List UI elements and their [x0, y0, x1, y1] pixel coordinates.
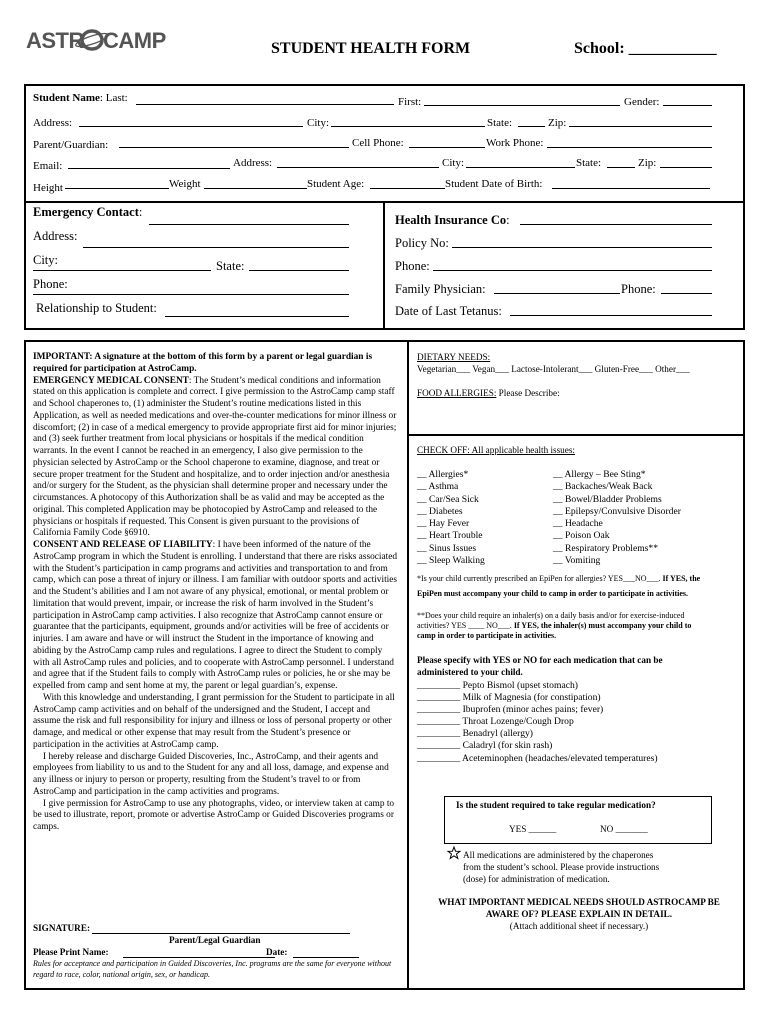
health-item[interactable]: __ Diabetes [417, 505, 463, 517]
health-item[interactable]: __ Allergies* [417, 469, 469, 480]
star-icon [447, 846, 461, 860]
cell-phone-label: Cell Phone: [352, 137, 404, 149]
emergency-title: Emergency Contact: [33, 205, 143, 219]
health-item[interactable]: __ Allergy – Bee Sting* [553, 469, 646, 480]
state2-label: State: [576, 157, 602, 169]
contact-divider [383, 201, 385, 330]
medication-item[interactable]: _________ Pepto Bismol (upset stomach) [417, 680, 578, 691]
medication-item[interactable]: _________ Ibuprofen (minor aches pains; fever) [417, 704, 604, 716]
release-of-liability: CONSENT AND RELEASE OF LIABILITY: I have been informed of the nature of the AstroCamp program in which the Student is enrolling. I understand that there are risks associated with the Student’s participation in camp programs and activities and transportation to and from camp, which can pose a threat of injury or illness. I am familiar with outdoor sports and activities and the Student’s abilities and I am not aware of any physical, emotional, or mental problem or limitation that would prevent, impair, or increase the risk of harm involved in the Student’s participation in AstroCamp camp activities. I also recognize that AstroCamp cannot ensure or guarantee that the participants, equipment, grounds and/or activities will be free of accidents or injuries. I am aware and have or will instruct the Student in the importance of knowing and abiding by the AstroCamp camp rules and regulations. I agree to direct the Student to comply with all AstroCamp rules and policies, and to cooperate with AstroCamp personnel. I understand and agree that if the Student fails to comply with AstroCamp rules or policies, he or she may be expelled from camp and sent home at my, the parent or legal guardian’s, expense. [33, 540, 398, 691]
tetanus-label: Date of Last Tetanus: [395, 304, 502, 318]
height-label: Height [33, 182, 63, 194]
inhaler-question-2[interactable]: activities? YES ____ NO___. If YES, the inhaler(s) must accompany your child to [417, 621, 692, 630]
gender-input[interactable] [663, 105, 712, 106]
relationship-label: Relationship to Student: [36, 301, 157, 315]
health-item[interactable]: __ Sinus Issues [417, 542, 477, 554]
health-item[interactable]: __ Poison Oak [553, 530, 610, 542]
medication-list [417, 680, 658, 765]
svg-text:ASTR: ASTR [26, 28, 84, 53]
address-label: Address: [33, 117, 73, 129]
parent-guardian-label: Parent/Legal Guardian [169, 935, 261, 945]
emergency-address-input[interactable] [83, 247, 349, 248]
tetanus-input[interactable] [510, 315, 712, 316]
chaperone-note: All medications are administered by the chaperones from the student’s school. Please provide instructions (dose) for administration of medication. [463, 850, 660, 884]
physician-phone-input[interactable] [661, 293, 712, 294]
insurance-title: Health Insurance Co: [395, 213, 510, 227]
physician-input[interactable] [494, 293, 620, 294]
parent-input[interactable] [119, 147, 349, 148]
age-input[interactable] [370, 188, 445, 189]
regular-medication-no[interactable]: NO _______ [600, 824, 648, 834]
cell-phone-input[interactable] [409, 147, 485, 148]
medication-item[interactable]: _________ Milk of Magnesia (for constipation) [417, 692, 601, 704]
state-label: State: [487, 117, 513, 129]
physician-phone-label: Phone: [621, 282, 656, 296]
policy-label: Policy No: [395, 236, 449, 250]
health-item[interactable]: __ Backaches/Weak Back [553, 481, 653, 493]
insurance-phone-input[interactable] [433, 270, 712, 271]
lower-divider [407, 340, 409, 990]
health-item[interactable]: __ Bowel/Bladder Problems [553, 493, 662, 505]
state2-input[interactable] [607, 167, 635, 168]
first-name-label: First: [398, 96, 422, 108]
work-phone-label: Work Phone: [486, 137, 544, 149]
city2-input[interactable] [466, 167, 575, 168]
health-list-right [553, 469, 681, 567]
meds-title: Please specify with YES or NO for each medication that can be [417, 655, 663, 665]
city-label: City: [307, 117, 330, 129]
zip-input[interactable] [569, 126, 712, 127]
dietary-title: DIETARY NEEDS: [417, 352, 491, 362]
dietary-options[interactable]: Vegetarian___ Vegan___ Lactose-Intolerant___ Gluten-Free___ Other___ [417, 364, 690, 374]
regular-medication-question: Is the student required to take regular medication? [456, 800, 656, 810]
school-field[interactable]: School: ___________ [574, 40, 717, 57]
health-item[interactable]: __ Epilepsy/Convulsive Disorder [553, 505, 681, 517]
health-item[interactable]: __ Sleep Walking [417, 555, 485, 567]
food-allergies[interactable]: FOOD ALLERGIES: Please Describe: [417, 388, 560, 398]
relationship-input[interactable] [165, 316, 349, 317]
parent-label: Parent/Guardian: [33, 139, 109, 151]
emergency-name-input[interactable] [149, 224, 349, 225]
consent-para-3: I hereby release and discharge Guided Discoveries, Inc., AstroCamp, and their agents and employees from liability to us and to the Student for any and all loss, damage, and expense and any illness or injury to person or property, resulting from the Student’s travel to or from AstroCamp and participation in the camp activities and programs. [33, 751, 389, 797]
email-label: Email: [33, 160, 63, 172]
svg-text:CAMP: CAMP [103, 28, 166, 53]
print-name-label: Please Print Name: [33, 947, 109, 957]
policy-input[interactable] [452, 247, 712, 248]
emergency-medical-consent: EMERGENCY MEDICAL CONSENT: The Student’s medical conditions and information stated on this application is complete and correct. I give permission to the AstroCamp camp staff and School chaperones to, (1) administer the Student’s routine medications listed in this Application, as well as needed medications and over-the-counter medications for minor illness or discomfort; (2) in case of a medical emergency to provide appropriate first aid for minor injuries; and (3) seek further treatment from local physicians or hospitals if the medical condition warrants. In the event I cannot be reached in an emergency, I also give permission to the physician selected by AstroCamp or the School chaperone to examine, diagnose, and treat or secure proper treatment for the Student and hospitalize, and to order injection and/or anesthesia and/or surgery for the Student, as the physician shall determine proper and necessary under the circumstances. A photocopy of this Authorization shall be as valid and may be accepted as the original. This completed Application may be photocopied by AstroCamp and released to the physicians or hospitals if requested. This Consent is given pursuant to the provisions of California Family Code §6910. [33, 375, 397, 539]
signature-label: SIGNATURE: [33, 923, 91, 933]
city-input[interactable] [331, 126, 485, 127]
age-label: Student Age: [307, 178, 365, 190]
rules-note: Rules for acceptance and participation in Guided Discoveries, Inc. programs are the same for everyone without regard to race, color, national origin, sex, or handicap. [33, 959, 392, 979]
regular-medication-yes[interactable]: YES ______ [509, 824, 557, 834]
health-item[interactable]: __ Asthma [417, 481, 459, 493]
emergency-city-label: City: [33, 253, 59, 267]
zip-label: Zip: [548, 117, 567, 129]
health-item[interactable]: __ Vomiting [553, 555, 601, 567]
zip2-label: Zip: [638, 157, 657, 169]
gender-label: Gender: [624, 96, 660, 108]
date-label: Date: [266, 947, 288, 957]
epipen-note: EpiPen must accompany your child to camp in order to participate in activities. [417, 589, 689, 598]
student-name-label: Student Name: Last: [33, 92, 128, 104]
health-item[interactable]: __ Respiratory Problems** [553, 542, 658, 554]
inhaler-question: **Does your child require an inhaler(s) on a daily basis and/or for exercise-induced [417, 611, 685, 620]
emergency-city-input[interactable] [33, 270, 211, 271]
medication-item[interactable]: _________ Aceteminophen (headaches/elevated temperatures) [417, 752, 658, 764]
important-note: IMPORTANT: A signature at the bottom of this form by a parent or legal guardian is required for participation at AstroCamp. [33, 352, 373, 374]
dob-input[interactable] [552, 188, 710, 189]
first-name-input[interactable] [424, 105, 620, 106]
insurance-input[interactable] [520, 224, 712, 225]
height-input[interactable] [65, 188, 169, 189]
health-list-left [417, 469, 485, 567]
consent-para-2: With this knowledge and understanding, I grant permission for the Student to participate in all AstroCamp camp activities and on behalf of the undersigned and the Student, I accept and assume the risk and full responsibility for injury and illness or loss of personal property or other damage, and medical or other expense that may result from the Student’s presence or participation in the activities at AstroCamp camp. [33, 692, 395, 750]
health-item[interactable]: __ Heart Trouble [417, 530, 483, 542]
medication-item[interactable]: _________ Benadryl (allergy) [417, 728, 533, 740]
address-input[interactable] [79, 126, 303, 127]
medication-item[interactable]: _________ Caladryl (for skin rash) [417, 740, 553, 752]
astrocamp-logo [26, 26, 166, 54]
checkoff-title: CHECK OFF: All applicable health issues: [417, 445, 575, 455]
physician-label: Family Physician: [395, 282, 486, 296]
zip2-input[interactable] [660, 167, 712, 168]
emergency-state-label: State: [216, 259, 245, 273]
address2-label: Address: [233, 157, 273, 169]
last-name-input[interactable] [136, 104, 394, 105]
health-item[interactable]: __ Car/Sea Sick [417, 493, 479, 505]
medication-item[interactable]: _________ Throat Lozenge/Cough Drop [417, 716, 574, 728]
city2-label: City: [442, 157, 465, 169]
consent-para-4: I give permission for AstroCamp to use any photographs, video, or interview taken at camp to be used to illustrate, report, promote or advertise AstroCamp or Guided Discoveries programs or camps. [33, 798, 395, 832]
form-title: STUDENT HEALTH FORM [271, 40, 471, 57]
health-item[interactable]: __ Headache [553, 518, 603, 530]
dob-label: Student Date of Birth: [445, 178, 543, 190]
epipen-question[interactable]: *Is your child currently prescribed an EpiPen for allergies? YES___NO___. If YES, the [417, 574, 701, 583]
attach-note: (Attach additional sheet if necessary.) [509, 921, 649, 931]
important-needs-question-2: AWARE OF? PLEASE EXPLAIN IN DETAIL. [485, 909, 673, 919]
meds-title-2: administered to your child. [417, 667, 523, 677]
dietary-divider [407, 434, 745, 436]
health-item[interactable]: __ Hay Fever [417, 518, 470, 530]
weight-input[interactable] [204, 188, 307, 189]
emergency-address-label: Address: [33, 229, 78, 243]
address2-input[interactable] [277, 167, 439, 168]
print-name-input[interactable] [123, 957, 275, 958]
emergency-phone-label: Phone: [33, 277, 68, 291]
emergency-state-input[interactable] [249, 270, 349, 271]
email-input[interactable] [68, 168, 230, 169]
weight-label: Weight [169, 178, 201, 190]
important-needs-question: WHAT IMPORTANT MEDICAL NEEDS SHOULD ASTROCAMP BE [438, 897, 720, 907]
inhaler-note: camp in order to participate in activities. [417, 631, 557, 640]
consent-text [33, 352, 399, 834]
insurance-phone-label: Phone: [395, 259, 430, 273]
signature-input[interactable] [92, 933, 350, 934]
state-input[interactable] [518, 126, 545, 127]
work-phone-input[interactable] [547, 147, 712, 148]
emergency-phone-input[interactable] [33, 294, 349, 295]
date-input[interactable] [293, 957, 359, 958]
